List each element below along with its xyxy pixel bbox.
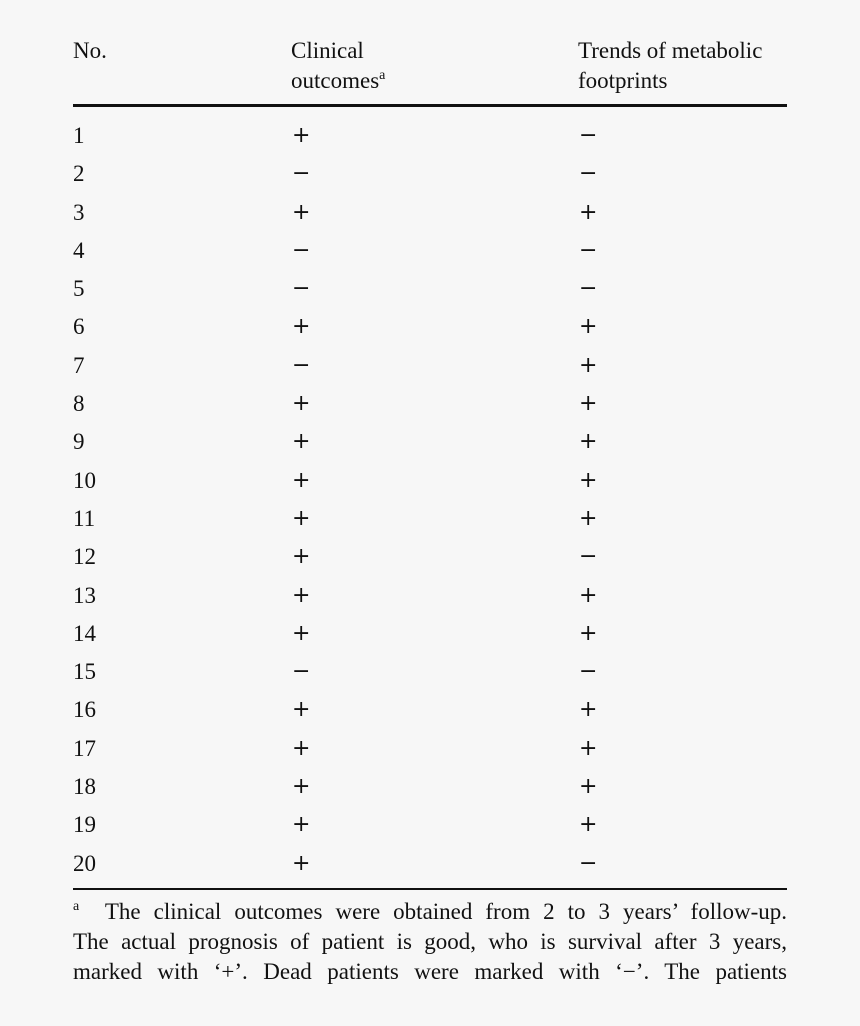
- footnote-line-2: [73, 927, 787, 957]
- footnote-reference: a: [379, 68, 386, 83]
- cell-no: 9: [73, 429, 85, 455]
- cell-metabolic-trend: +: [579, 582, 598, 608]
- cell-clinical-outcome: +: [292, 774, 311, 800]
- table-row: [73, 233, 787, 271]
- header-rule: [73, 104, 787, 107]
- cell-no: 17: [73, 735, 96, 761]
- header-no: [73, 36, 107, 66]
- cell-no: 5: [73, 276, 85, 302]
- cell-no: 18: [73, 774, 96, 800]
- cell-no: 16: [73, 697, 96, 723]
- table-row: [73, 846, 787, 884]
- cell-clinical-outcome: +: [292, 314, 311, 340]
- cell-clinical-outcome: +: [292, 429, 311, 455]
- cell-metabolic-trend: +: [579, 391, 598, 417]
- cell-metabolic-trend: −: [579, 276, 598, 302]
- cell-clinical-outcome: −: [292, 276, 311, 302]
- cell-metabolic-trend: +: [579, 314, 598, 340]
- cell-metabolic-trend: +: [579, 812, 598, 838]
- cell-metabolic-trend: +: [579, 505, 598, 531]
- cell-no: 1: [73, 123, 85, 148]
- cell-clinical-outcome: +: [292, 123, 311, 148]
- table-row: [73, 118, 787, 156]
- table-row: [73, 539, 787, 577]
- cell-no: 20: [73, 850, 96, 876]
- cell-metabolic-trend: −: [579, 659, 598, 685]
- cell-clinical-outcome: +: [292, 199, 311, 225]
- table-row: [73, 348, 787, 386]
- table-row: [73, 195, 787, 233]
- cell-metabolic-trend: +: [579, 429, 598, 455]
- table-row: [73, 386, 787, 424]
- table-page: [73, 0, 787, 1026]
- footnote-text-2: The actual prognosis of patient is good, who is survival after 3 years,: [73, 929, 787, 954]
- header-clinical-line2-wrap: [291, 66, 385, 96]
- cell-metabolic-trend: +: [579, 697, 598, 723]
- cell-no: 6: [73, 314, 85, 340]
- cell-no: 11: [73, 505, 96, 531]
- cell-clinical-outcome: +: [292, 850, 311, 876]
- cell-no: 3: [73, 199, 85, 225]
- footnote-text-1: The clinical outcomes were obtained from 2 to 3 years’ follow-up.: [104, 899, 787, 924]
- cell-clinical-outcome: −: [292, 161, 311, 187]
- footnote-marker: a: [73, 899, 80, 914]
- cell-clinical-outcome: +: [292, 620, 311, 646]
- table-row: [73, 692, 787, 730]
- table-row: [73, 731, 787, 769]
- header-clinical-outcomes: [291, 36, 385, 96]
- header-clinical-line1: Clinical: [291, 38, 364, 63]
- header-trends: [578, 36, 762, 96]
- cell-clinical-outcome: +: [292, 391, 311, 417]
- table-header: [73, 36, 787, 96]
- table-row: [73, 616, 787, 654]
- table-row: [73, 654, 787, 692]
- cell-clinical-outcome: +: [292, 467, 311, 493]
- cell-metabolic-trend: −: [579, 123, 598, 148]
- table-row: [73, 309, 787, 347]
- header-clinical-line2: outcomes: [291, 68, 380, 93]
- cell-clinical-outcome: −: [292, 237, 311, 263]
- cell-clinical-outcome: +: [292, 544, 311, 570]
- cell-metabolic-trend: −: [579, 544, 598, 570]
- cell-no: 19: [73, 812, 96, 838]
- table-row: [73, 807, 787, 845]
- cell-no: 2: [73, 161, 85, 187]
- header-trends-line1: Trends of metabolic: [578, 38, 763, 63]
- table-row: [73, 769, 787, 807]
- table-row: [73, 271, 787, 309]
- cell-metabolic-trend: +: [579, 199, 598, 225]
- cell-no: 14: [73, 620, 96, 646]
- cell-no: 4: [73, 237, 85, 263]
- table-row: [73, 424, 787, 462]
- cell-clinical-outcome: +: [292, 505, 311, 531]
- cell-clinical-outcome: +: [292, 697, 311, 723]
- cell-clinical-outcome: +: [292, 812, 311, 838]
- footer-rule: [73, 888, 787, 890]
- cell-metabolic-trend: +: [579, 620, 598, 646]
- cell-clinical-outcome: −: [292, 659, 311, 685]
- footnote-line-1: [73, 897, 787, 927]
- footnote-line-3: [73, 957, 787, 987]
- table-row: [73, 578, 787, 616]
- table-row: [73, 463, 787, 501]
- header-no-label: No.: [73, 38, 107, 63]
- cell-no: 8: [73, 391, 85, 417]
- cell-no: 15: [73, 659, 96, 685]
- cell-metabolic-trend: +: [579, 352, 598, 378]
- cell-metabolic-trend: −: [579, 237, 598, 263]
- cell-clinical-outcome: +: [292, 582, 311, 608]
- cell-clinical-outcome: +: [292, 735, 311, 761]
- table-row: [73, 156, 787, 194]
- table-row: [73, 501, 787, 539]
- table-footnote: [73, 897, 787, 987]
- cell-metabolic-trend: −: [579, 161, 598, 187]
- header-trends-line2: footprints: [578, 68, 668, 93]
- cell-no: 7: [73, 352, 85, 378]
- cell-metabolic-trend: +: [579, 774, 598, 800]
- cell-no: 12: [73, 544, 96, 570]
- table-body: [73, 118, 787, 884]
- cell-no: 10: [73, 467, 96, 493]
- cell-no: 13: [73, 582, 96, 608]
- cell-metabolic-trend: +: [579, 735, 598, 761]
- cell-metabolic-trend: +: [579, 467, 598, 493]
- cell-clinical-outcome: −: [292, 352, 311, 378]
- footnote-text-3: marked with ‘+’. Dead patients were marked with ‘−’. The patients: [73, 959, 787, 984]
- cell-metabolic-trend: −: [579, 850, 598, 876]
